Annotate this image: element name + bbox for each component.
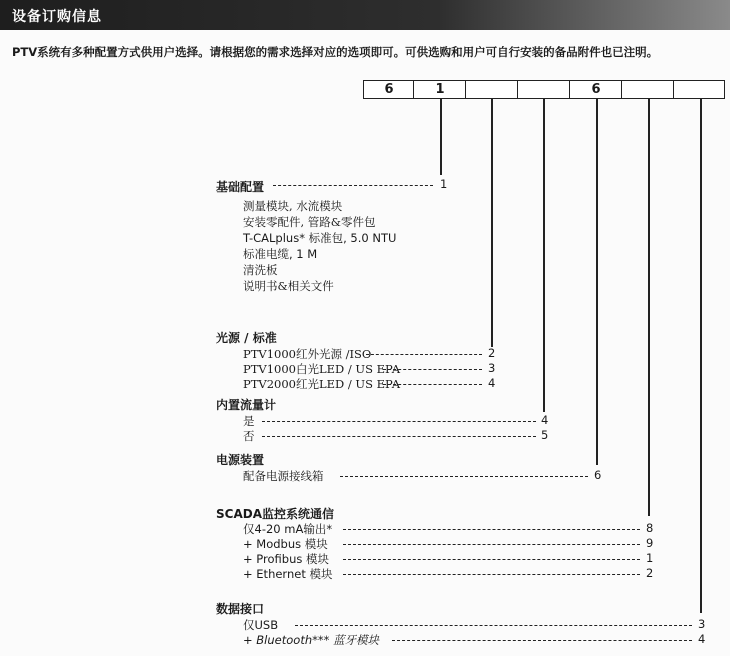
connector-line-5 — [648, 99, 650, 516]
flow-code-2: 5 — [541, 428, 549, 442]
data-leader-2 — [392, 640, 692, 641]
base-title: 基础配置 — [216, 180, 265, 194]
power-title: 电源装置 — [216, 453, 265, 467]
code-box-2: 1 — [413, 80, 467, 99]
intro-text: PTV系统有多种配置方式供用户选择。请根据您的需求选择对应的选项即可。可供选购和用户可自行安装的备品附件也已注明。 — [12, 45, 659, 59]
power-option-1: 配备电源接线箱 — [243, 469, 324, 483]
flow-code-1: 4 — [541, 413, 549, 427]
scada-leader-3 — [343, 559, 640, 560]
light-code-2: 3 — [488, 361, 496, 375]
scada-code-4: 2 — [646, 566, 654, 580]
flow-option-1: 是 — [243, 414, 255, 428]
base-item-4: 标准电缆, 1 M — [243, 247, 318, 261]
flow-option-2: 否 — [243, 429, 255, 443]
scada-code-3: 1 — [646, 551, 654, 565]
code-box-6 — [621, 80, 675, 99]
flow-leader-2 — [262, 436, 536, 437]
light-code-3: 4 — [488, 376, 496, 390]
data-code-1: 3 — [698, 617, 706, 631]
scada-leader-2 — [343, 544, 640, 545]
code-box-3 — [465, 80, 519, 99]
base-item-5: 清洗板 — [243, 263, 278, 277]
data-leader-1 — [295, 625, 692, 626]
scada-option-1: 仅4-20 mA输出* — [243, 522, 333, 536]
code-box-4 — [517, 80, 571, 99]
scada-code-2: 9 — [646, 536, 654, 550]
base-leader — [273, 185, 433, 186]
flow-leader-1 — [262, 421, 536, 422]
scada-option-2: + Modbus 模块 — [243, 537, 328, 551]
connector-line-2 — [491, 99, 493, 347]
base-item-3: T-CALplus* 标准包, 5.0 NTU — [243, 231, 397, 245]
base-item-2: 安装零配件, 管路&零件包 — [243, 215, 376, 229]
scada-option-3: + Profibus 模块 — [243, 552, 330, 566]
data-title: 数据接口 — [216, 602, 265, 616]
base-item-1: 测量模块, 水流模块 — [243, 199, 343, 213]
light-title: 光源 / 标准 — [216, 331, 277, 345]
scada-option-4: + Ethernet 模块 — [243, 567, 333, 581]
light-option-2: PTV1000白光LED / US EPA — [243, 362, 401, 376]
scada-title: SCADA监控系统通信 — [216, 507, 334, 521]
light-option-1: PTV1000红外光源 /ISO — [243, 347, 372, 361]
connector-line-1 — [440, 99, 442, 175]
light-leader-2 — [383, 369, 482, 370]
page-title: 设备订购信息 — [12, 9, 102, 25]
flow-title: 内置流量计 — [216, 398, 277, 412]
code-box-5: 6 — [569, 80, 623, 99]
light-leader-1 — [366, 354, 482, 355]
base-code: 1 — [440, 177, 448, 191]
header-bar — [0, 0, 730, 30]
light-leader-3 — [383, 384, 482, 385]
scada-leader-4 — [343, 574, 640, 575]
light-option-3: PTV2000红光LED / US EPA — [243, 377, 401, 391]
data-option-2: + Bluetooth*** 蓝牙模块 — [243, 633, 380, 647]
code-box-7 — [673, 80, 725, 99]
data-code-2: 4 — [698, 632, 706, 646]
scada-leader-1 — [343, 529, 640, 530]
light-code-1: 2 — [488, 346, 496, 360]
connector-line-4 — [596, 99, 598, 465]
code-box-1: 6 — [363, 80, 415, 99]
scada-code-1: 8 — [646, 521, 654, 535]
power-leader-1 — [340, 476, 588, 477]
connector-line-3 — [543, 99, 545, 412]
power-code-1: 6 — [594, 468, 602, 482]
base-item-6: 说明书&相关文件 — [243, 279, 334, 293]
data-option-1: 仅USB — [243, 618, 279, 632]
connector-line-6 — [700, 99, 702, 613]
